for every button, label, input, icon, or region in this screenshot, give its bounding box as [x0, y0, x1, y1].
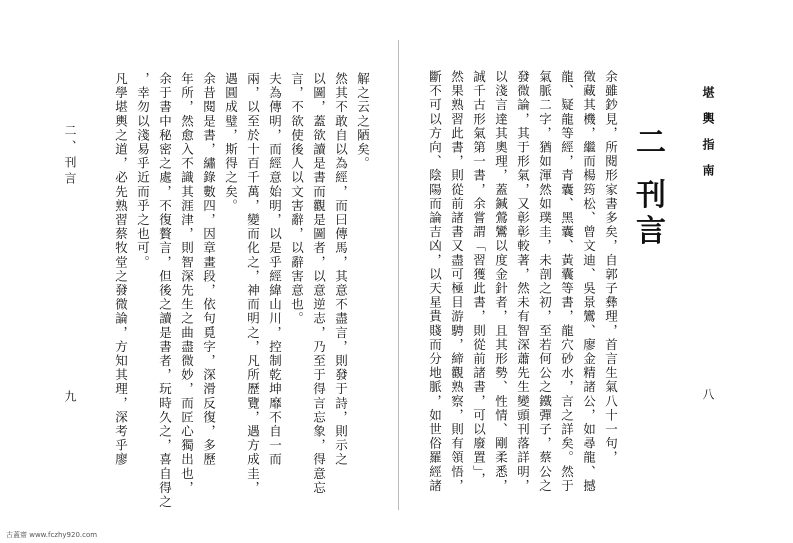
- left-page-column-7: 遇圓成璧，斯得之矣。: [223, 72, 239, 213]
- right-page-column-9: 斷不可以方向、陰陽而論吉凶，以天星貴賤而分地脈，如世俗羅經諸: [427, 70, 443, 493]
- left-page-column-8: 余昔閱是書，繡錄數四，因章畫段，依句覓字，深滑反復，多歷: [201, 72, 217, 467]
- book-title: 堪輿指南: [701, 86, 715, 190]
- right-page-column-5: 發微論，其于形氣，又彰彰較著，然未有智深蕭先生變頭刊落詳明，: [515, 70, 531, 493]
- right-page-column-4: 氣脈二字，猶如渾然如璞圭，未剖之初，至若何公之鐵彈子，蔡公之: [537, 70, 553, 493]
- left-page-column-1: 解之云之陋矣。: [355, 72, 371, 171]
- running-head-left: 二、刊言: [63, 124, 77, 188]
- watermark-text: 古蓋齋 www.fczhy920.com: [6, 531, 98, 539]
- right-page-column-1: 余雖鈔見，所閱形家書多矣，自郭子彝理，首言生氣八十一句，: [603, 70, 619, 465]
- left-page-column-2: 然其不敢自以為經，而曰傳馬，其意不盡言，則發于詩，則示之: [333, 72, 349, 467]
- left-page-column-11: ，幸勿以淺易乎近而乎之也可。: [135, 72, 151, 270]
- left-page-column-10: 余于書中秘密之處，不復贅言，但後之讀是書者，玩時久之，喜自得之: [157, 72, 173, 510]
- left-page-column-12: 凡學堪輿之道，必先熟習蔡牧堂之發微論，方知其理，深考乎廖: [113, 72, 129, 467]
- chapter-heading: 二 刊言: [630, 126, 665, 251]
- right-page-column-6: 以淺言達其奧理，蓋鍼鶯鸞以度金針者，且其形勢、性情、剛柔悉，: [493, 70, 509, 493]
- right-page-column-8: 然果熟習此書，則從前諸書又盡可極目游騁，締觀熟察，則有領悟，: [449, 70, 465, 493]
- left-page-column-5: 夫為傳明，而經意始明，以是乎經緯山川，控制乾坤靡不自一而: [267, 72, 283, 467]
- page-fold: [398, 40, 399, 510]
- left-page-column-4: 言，不欲使後人以文害辭，以辭害意也。: [289, 72, 305, 326]
- left-page-column-3: 以圖，蓋欲讀是書而觀是圖者，以意逆志，乃至于得言忘象，得意忘: [311, 72, 327, 495]
- left-page-column-9: 年所，然愈入不識其涯津，則智深先生之曲盡微妙，而匠心獨出也，: [179, 72, 195, 495]
- left-page-column-6: 兩，以至於十百千萬，變而化之，神而明之，凡所歷覽，遇方成圭，: [245, 72, 261, 495]
- right-page-column-3: 龍、疑龍等經，青囊、黑囊、黃囊等書，龍穴砂水，言之詳矣。然于: [559, 70, 575, 493]
- right-page-column-7: 誠千古形氣第一書，余嘗謂「習獲此書，則從前諸書，可以廢置」，: [471, 70, 487, 487]
- right-page-column-2: 徵藏其機，繼而楊筠松、曾文迪、吳景鸞、廖金精諸公，如尋龍、撼: [581, 70, 597, 493]
- page-number-right: 八: [701, 388, 715, 404]
- page-number-left: 九: [63, 390, 77, 406]
